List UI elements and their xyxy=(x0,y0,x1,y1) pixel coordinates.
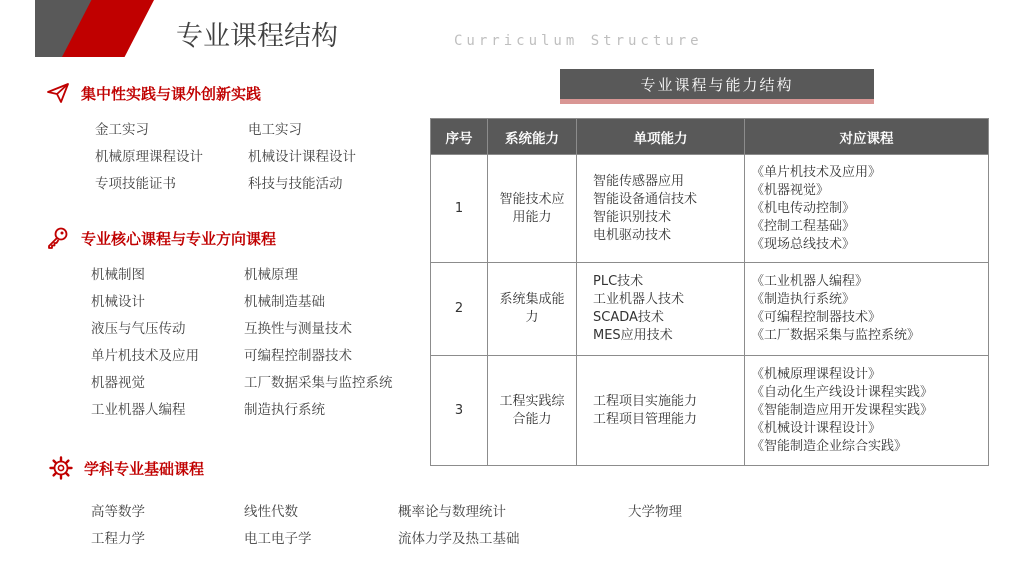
list-item: 机械设计 xyxy=(91,294,145,310)
list-item: 制造执行系统 xyxy=(244,402,325,418)
row-number: 1 xyxy=(431,155,488,263)
list-item: 机械设计课程设计 xyxy=(248,149,356,165)
course-item: 《智能制造企业综合实践》 xyxy=(751,438,908,454)
section-practice-heading xyxy=(45,80,261,106)
list-item: 工厂数据采集与监控系统 xyxy=(244,375,393,391)
list-item: 机械制图 xyxy=(91,267,145,283)
single-ability: 智能识别技术 xyxy=(593,209,672,225)
table-row xyxy=(431,356,989,466)
section-core-title: 专业核心课程与专业方向课程 xyxy=(81,229,277,248)
single-ability: 电机驱动技术 xyxy=(593,227,672,243)
list-item: 科技与技能活动 xyxy=(248,176,343,192)
course-item: 《单片机技术及应用》 xyxy=(751,164,882,180)
system-ability: 系统集成能力 xyxy=(488,263,577,356)
row-number: 2 xyxy=(431,263,488,356)
course-list xyxy=(745,356,989,466)
single-ability: 工程项目实施能力 xyxy=(593,393,698,409)
section-foundation-heading xyxy=(48,455,204,481)
single-ability: 智能设备通信技术 xyxy=(593,191,698,207)
single-ability: MES应用技术 xyxy=(593,328,673,343)
list-item: 可编程控制器技术 xyxy=(244,348,352,364)
course-item: 《机械原理课程设计》 xyxy=(751,366,882,382)
list-item: 机械原理 xyxy=(244,267,298,283)
list-item: 机械制造基础 xyxy=(244,294,325,310)
list-item: 专项技能证书 xyxy=(95,176,176,192)
single-abilities xyxy=(577,263,745,356)
list-item: 大学物理 xyxy=(628,504,682,520)
system-ability: 工程实践综合能力 xyxy=(488,356,577,466)
course-item: 《机器视觉》 xyxy=(751,182,830,198)
list-item: 流体力学及热工基础 xyxy=(398,531,520,547)
gear-icon xyxy=(48,455,74,481)
single-ability: 工程项目管理能力 xyxy=(593,411,698,427)
course-item: 《自动化生产线设计课程实践》 xyxy=(751,384,934,400)
course-item: 《可编程控制器技术》 xyxy=(751,310,882,325)
course-item: 《制造执行系统》 xyxy=(751,292,856,307)
list-item: 机器视觉 xyxy=(91,375,145,391)
single-ability: 工业机器人技术 xyxy=(593,292,685,307)
single-ability: SCADA技术 xyxy=(593,310,664,325)
page-title: 专业课程结构 xyxy=(176,21,338,52)
single-abilities xyxy=(577,356,745,466)
ability-table xyxy=(430,118,989,466)
list-item: 概率论与数理统计 xyxy=(398,504,506,520)
course-item: 《机电传动控制》 xyxy=(751,200,856,216)
page-subtitle: Curriculum Structure xyxy=(454,33,703,49)
table-row xyxy=(431,263,989,356)
list-item: 电工电子学 xyxy=(244,531,312,547)
table-header-row xyxy=(431,119,989,155)
course-item: 《工业机器人编程》 xyxy=(751,274,869,289)
course-item: 《工厂数据采集与监控系统》 xyxy=(751,328,921,343)
course-list xyxy=(745,155,989,263)
column-header-single: 单项能力 xyxy=(577,119,745,155)
list-item: 单片机技术及应用 xyxy=(91,348,199,364)
table-banner: 专业课程与能力结构 xyxy=(560,69,874,104)
list-item: 机械原理课程设计 xyxy=(95,149,203,165)
column-header-no: 序号 xyxy=(431,119,488,155)
list-item: 液压与气压传动 xyxy=(91,321,186,337)
list-item: 工业机器人编程 xyxy=(91,402,186,418)
course-item: 《现场总线技术》 xyxy=(751,236,856,252)
paper-plane-icon xyxy=(45,80,71,106)
single-ability: 智能传感器应用 xyxy=(593,173,685,189)
course-item: 《控制工程基础》 xyxy=(751,218,856,234)
list-item: 工程力学 xyxy=(91,531,145,547)
single-ability: PLC技术 xyxy=(593,274,644,289)
section-core-heading xyxy=(45,225,276,251)
list-item: 线性代数 xyxy=(244,504,298,520)
key-icon xyxy=(45,225,71,251)
course-item: 《机械设计课程设计》 xyxy=(751,420,882,436)
list-item: 互换性与测量技术 xyxy=(244,321,352,337)
column-header-system: 系统能力 xyxy=(488,119,577,155)
system-ability: 智能技术应用能力 xyxy=(488,155,577,263)
column-header-courses: 对应课程 xyxy=(745,119,989,155)
course-list xyxy=(745,263,989,356)
single-abilities xyxy=(577,155,745,263)
table-row xyxy=(431,155,989,263)
list-item: 电工实习 xyxy=(248,122,302,138)
section-foundation-title: 学科专业基础课程 xyxy=(84,459,205,478)
section-practice-title: 集中性实践与课外创新实践 xyxy=(81,84,262,103)
row-number: 3 xyxy=(431,356,488,466)
course-item: 《智能制造应用开发课程实践》 xyxy=(751,402,934,418)
list-item: 高等数学 xyxy=(91,504,145,520)
list-item: 金工实习 xyxy=(95,122,149,138)
